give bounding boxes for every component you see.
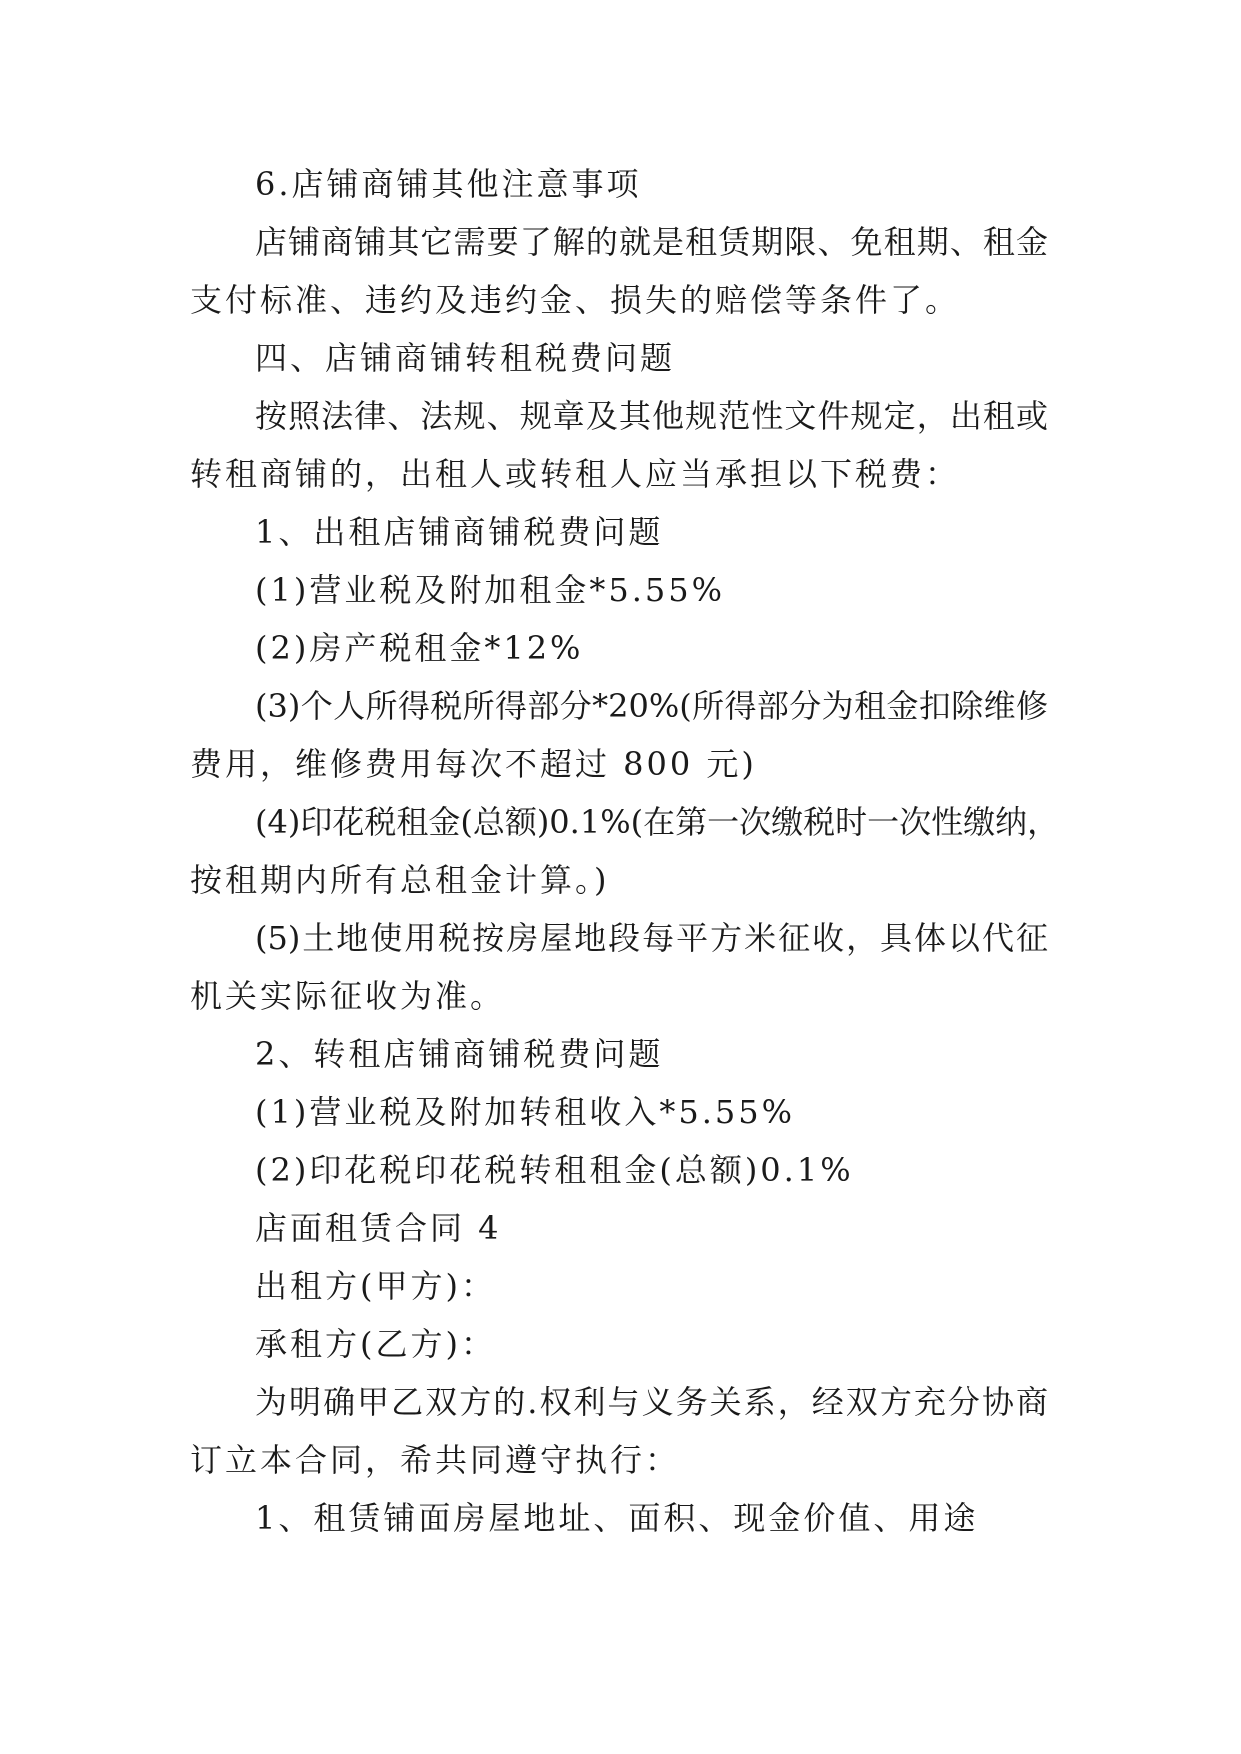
- list-item: (3)个人所得税所得部分*20%(所得部分为租金扣除维修: [255, 687, 1048, 725]
- list-item: (1)营业税及附加转租收入*5.55%: [255, 1093, 795, 1131]
- list-item: (2)房产税租金*12%: [255, 629, 584, 667]
- party-b-label: 承租方(乙方)：: [255, 1325, 496, 1363]
- paragraph-line: 按照法律、法规、规章及其他规范性文件规定，出租或: [255, 397, 1048, 435]
- list-item-continuation: 费用，维修费用每次不超过 800 元): [190, 745, 757, 783]
- paragraph-line: 转租商铺的，出租人或转租人应当承担以下税费：: [190, 455, 961, 493]
- party-a-label: 出租方(甲方)：: [255, 1267, 496, 1305]
- clause-heading: 1、租赁铺面房屋地址、面积、现金价值、用途: [255, 1499, 979, 1537]
- list-item: (4)印花税租金(总额)0.1%(在第一次缴税时一次性缴纳，: [255, 803, 1060, 841]
- subsection-heading: 1、出租店铺商铺税费问题: [255, 513, 664, 551]
- contract-title: 店面租赁合同 4: [255, 1209, 502, 1247]
- list-item: (2)印花税印花税转租租金(总额)0.1%: [255, 1151, 854, 1189]
- list-item: (1)营业税及附加租金*5.55%: [255, 571, 725, 609]
- paragraph-line: 为明确甲乙双方的.权利与义务关系，经双方充分协商: [255, 1383, 1048, 1421]
- section-heading: 6.店铺商铺其他注意事项: [255, 165, 642, 203]
- paragraph-line: 店铺商铺其它需要了解的就是租赁期限、免租期、租金: [255, 223, 1048, 261]
- paragraph-line: 支付标准、违约及违约金、损失的赔偿等条件了。: [190, 281, 961, 319]
- subsection-heading: 2、转租店铺商铺税费问题: [255, 1035, 664, 1073]
- list-item-continuation: 按租期内所有总租金计算。): [190, 861, 610, 899]
- list-item: (5)土地使用税按房屋地段每平方米征收，具体以代征: [255, 919, 1048, 957]
- section-heading: 四、店铺商铺转租税费问题: [255, 339, 676, 377]
- paragraph-line: 订立本合同，希共同遵守执行：: [190, 1441, 681, 1479]
- list-item-continuation: 机关实际征收为准。: [190, 977, 506, 1015]
